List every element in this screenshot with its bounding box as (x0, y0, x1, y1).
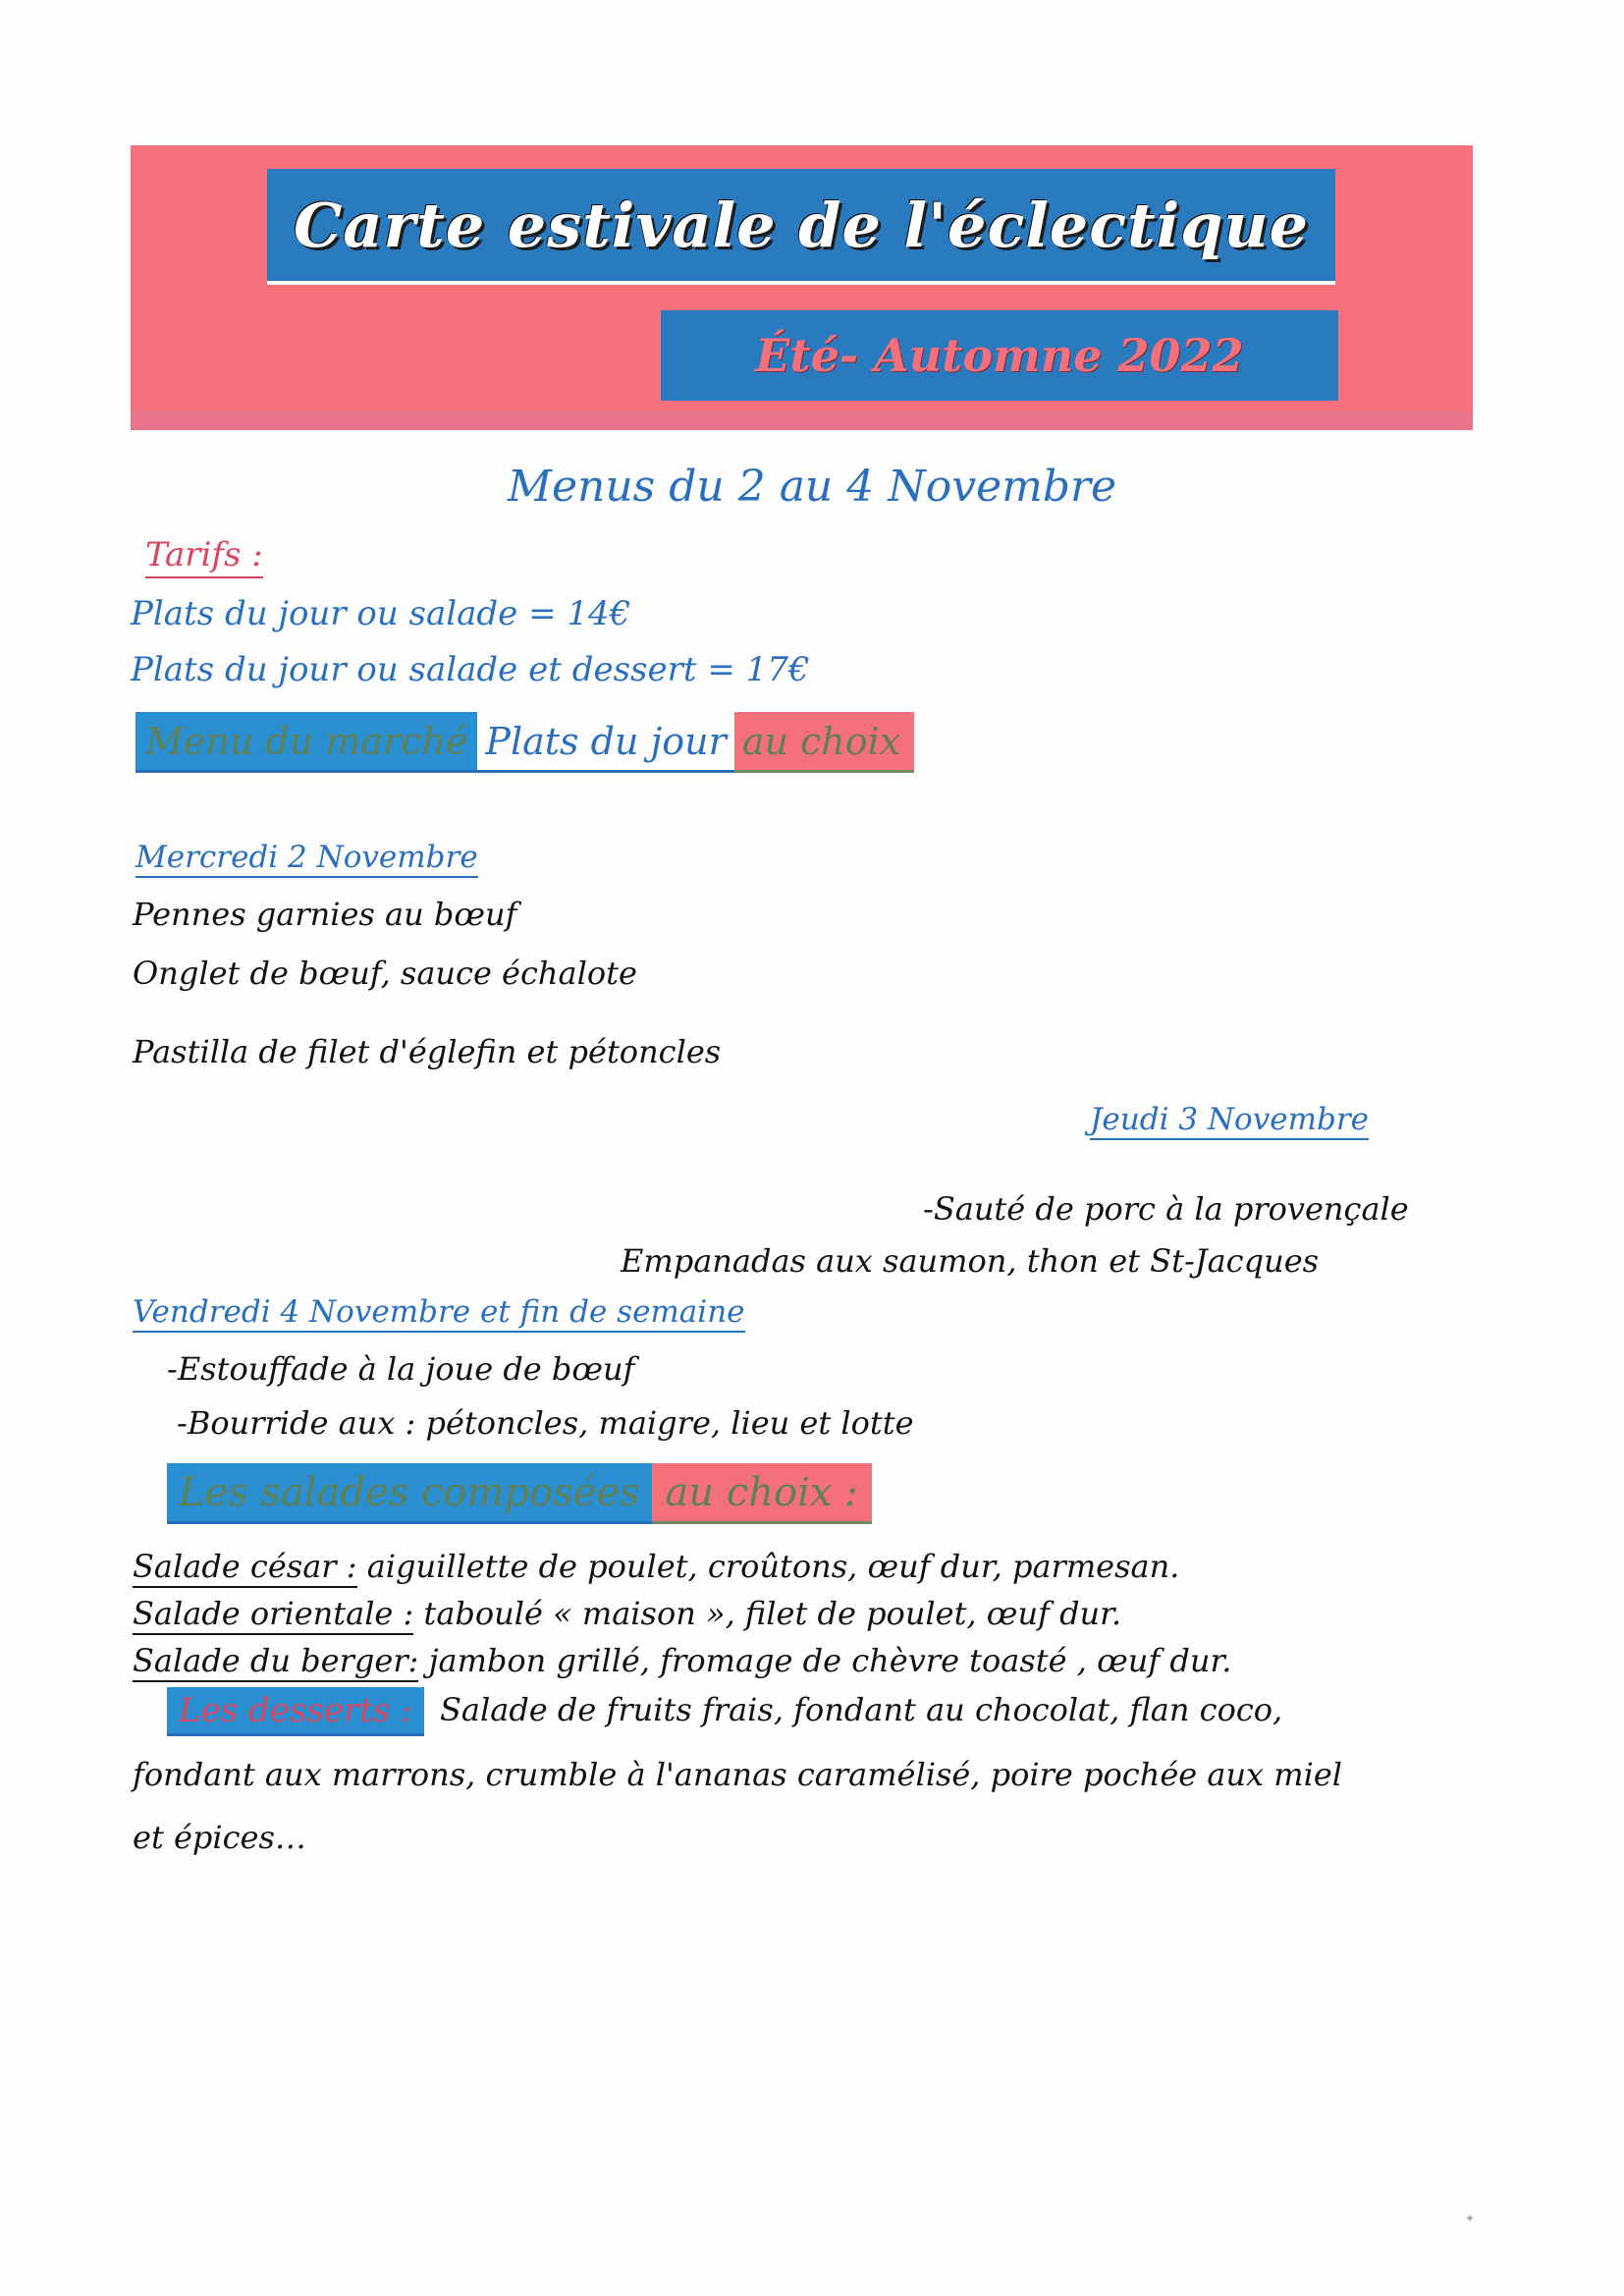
header-banner (131, 145, 1473, 430)
market-band-choice-label: au choix (734, 712, 914, 773)
salad-description: jambon grillé, fromage de chèvre toasté , œuf dur. (428, 1642, 1232, 1679)
salad-list-item (133, 1642, 1231, 1679)
desserts-line-1: Salade de fruits frais, fondant au chocolat, flan coco, (440, 1691, 1283, 1728)
subtitle-box (661, 310, 1338, 401)
tarifs-label: Tarifs : (145, 535, 263, 578)
dish-item: Pastilla de filet d'églefin et pétoncles (133, 1033, 722, 1070)
salad-list-item (133, 1595, 1121, 1632)
salads-band (167, 1463, 872, 1524)
salad-description: taboulé « maison », filet de poulet, œuf dur. (423, 1595, 1122, 1632)
title-box (267, 169, 1335, 285)
salads-band-choice-label: au choix : (652, 1463, 872, 1524)
page-subtitle: Été- Automne 2022 (755, 329, 1244, 382)
salad-name: Salade césar : (133, 1548, 357, 1588)
dish-item: -Sauté de porc à la provençale (923, 1190, 1409, 1228)
day-heading-friday: Vendredi 4 Novembre et fin de semaine (133, 1294, 745, 1333)
desserts-line-3: et épices… (133, 1819, 306, 1856)
dish-item: Empanadas aux saumon, thon et St-Jacques (621, 1242, 1320, 1280)
salad-name: Salade du berger: (133, 1642, 418, 1682)
banner-bottom-strip (131, 410, 1473, 430)
dish-item: -Bourride aux : pétoncles, maigre, lieu et lotte (177, 1404, 914, 1442)
market-band-plats-label: Plats du jour (477, 712, 733, 773)
desserts-tag: Les desserts : (167, 1687, 424, 1736)
scan-artifact: ✦ (1465, 2212, 1476, 2225)
page-title: Carte estivale de l'éclectique (267, 169, 1335, 285)
salad-name: Salade orientale : (133, 1595, 413, 1635)
market-band (135, 712, 914, 773)
tarif-line-2: Plats du jour ou salade et dessert = 17€ (131, 650, 810, 689)
day-heading-thursday: Jeudi 3 Novembre (1090, 1102, 1369, 1140)
dish-item: -Estouffade à la joue de bœuf (167, 1350, 635, 1388)
salad-description: aiguillette de poulet, croûtons, œuf dur, parmesan. (366, 1548, 1180, 1585)
day-heading-wednesday: Mercredi 2 Novembre (135, 840, 478, 878)
tarif-line-1: Plats du jour ou salade = 14€ (131, 594, 631, 633)
dish-item: Onglet de bœuf, sauce échalote (133, 955, 637, 992)
salads-band-title: Les salades composées (167, 1463, 652, 1524)
menus-period: Menus du 2 au 4 Novembre (507, 462, 1117, 512)
salad-list-item (133, 1548, 1179, 1585)
dish-item: Pennes garnies au bœuf (133, 896, 517, 933)
market-band-menu-label: Menu du marché (135, 712, 477, 773)
desserts-line-2: fondant aux marrons, crumble à l'ananas caramélisé, poire pochée aux miel (133, 1756, 1343, 1793)
